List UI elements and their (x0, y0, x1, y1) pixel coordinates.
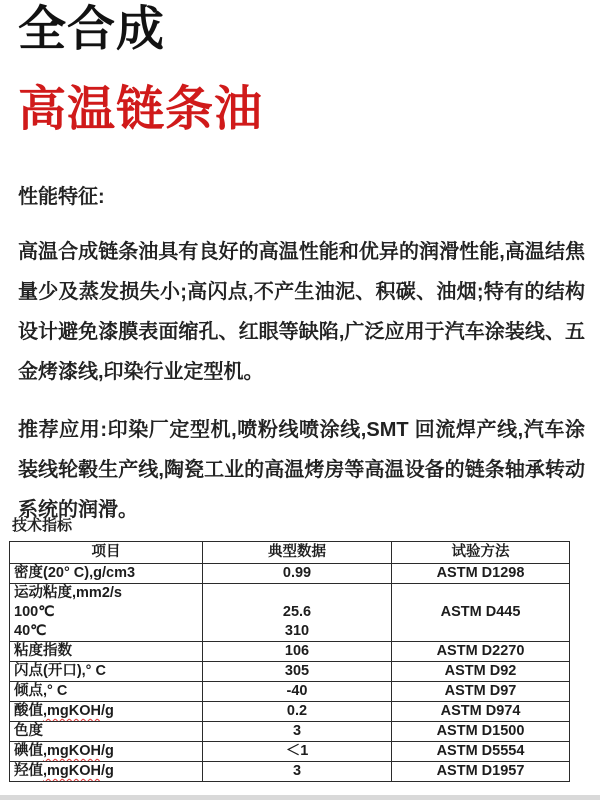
header-item: 项目 (10, 542, 203, 564)
cell-item (10, 702, 203, 722)
application-paragraph: 推荐应用:印染厂定型机,喷粉线喷涂线,SMT 回流焊产线,汽车涂装线轮毂生产线,陶瓷工业的高温烤房等高温设备的链条轴承转动系统的润滑。 (18, 419, 585, 521)
header-typical-data: 典型数据 (203, 542, 392, 564)
item-text-suffix: /g (101, 743, 114, 759)
product-name-title: 高温链条油 (18, 83, 264, 136)
item-text: 羟值 (14, 763, 43, 779)
viscosity-value-100c: 25.6 (282, 604, 312, 620)
cell-item: 闪点(开口),° C (10, 662, 203, 682)
viscosity-label-line: 运动粘度,mm2/s (14, 585, 122, 601)
cell-item (10, 762, 203, 782)
table-row-pour-point (10, 682, 570, 702)
item-text: 酸值 (14, 703, 43, 719)
item-text-misspelled: ,mgKOH (43, 703, 101, 719)
screenshot-bottom-edge (0, 795, 600, 800)
item-text-misspelled: ,mgKOH (43, 763, 101, 779)
cell-method: ASTM D974 (392, 702, 570, 722)
performance-section-heading: 性能特征: (18, 186, 105, 208)
cell-value: -40 (203, 682, 392, 702)
cell-method: ASTM D1298 (392, 564, 570, 584)
cell-item: 密度(20° C),g/cm3 (10, 564, 203, 584)
table-header-row (10, 542, 570, 564)
cell-item: 色度 (10, 722, 203, 742)
cell-value: ＜1 (203, 742, 392, 762)
cell-item: 倾点,° C (10, 682, 203, 702)
item-text: 碘值 (14, 743, 43, 759)
viscosity-40c-line: 40℃ (14, 623, 47, 639)
table-row-iodine-value (10, 742, 570, 762)
cell-method: ASTM D97 (392, 682, 570, 702)
viscosity-value-blank (207, 584, 387, 603)
cell-method: ASTM D2270 (392, 642, 570, 662)
cell-item (10, 584, 203, 642)
table-row-viscosity (10, 584, 570, 642)
viscosity-value-40c: 310 (284, 623, 310, 639)
table-row-flash-point (10, 662, 570, 682)
cell-method: ASTM D1957 (392, 762, 570, 782)
table-row-color (10, 722, 570, 742)
cell-value: 3 (203, 722, 392, 742)
cell-value: 0.2 (203, 702, 392, 722)
cell-value: 305 (203, 662, 392, 682)
cell-item (10, 742, 203, 762)
cell-value: 0.99 (203, 564, 392, 584)
cell-value (203, 584, 392, 642)
spec-table (9, 541, 570, 782)
cell-method: ASTM D1500 (392, 722, 570, 742)
cell-item: 粘度指数 (10, 642, 203, 662)
product-category-title: 全合成 (18, 3, 166, 56)
cell-value: 106 (203, 642, 392, 662)
viscosity-100c-line: 100℃ (14, 604, 55, 620)
cell-method: ASTM D445 (392, 584, 570, 642)
table-row-viscosity-index (10, 642, 570, 662)
item-text-suffix: /g (101, 763, 114, 779)
cell-method: ASTM D92 (392, 662, 570, 682)
item-text-suffix: /g (101, 703, 114, 719)
table-row-hydroxyl-value (10, 762, 570, 782)
spec-table-label: 技术指标 (12, 517, 73, 534)
cell-value: 3 (203, 762, 392, 782)
header-test-method: 试验方法 (392, 542, 570, 564)
cell-method: ASTM D5554 (392, 742, 570, 762)
item-text-misspelled: ,mgKOH (43, 743, 101, 759)
table-row-acid-value (10, 702, 570, 722)
table-row-density (10, 564, 570, 584)
performance-paragraph: 高温合成链条油具有良好的高温性能和优异的润滑性能,高温结焦量少及蒸发损失小;高闪点,不产生油泥、积碳、油烟;特有的结构设计避免漆膜表面缩孔、红眼等缺陷,广泛应用于汽车涂装线、五金烤漆线,印染行业定型机。 (18, 241, 585, 383)
